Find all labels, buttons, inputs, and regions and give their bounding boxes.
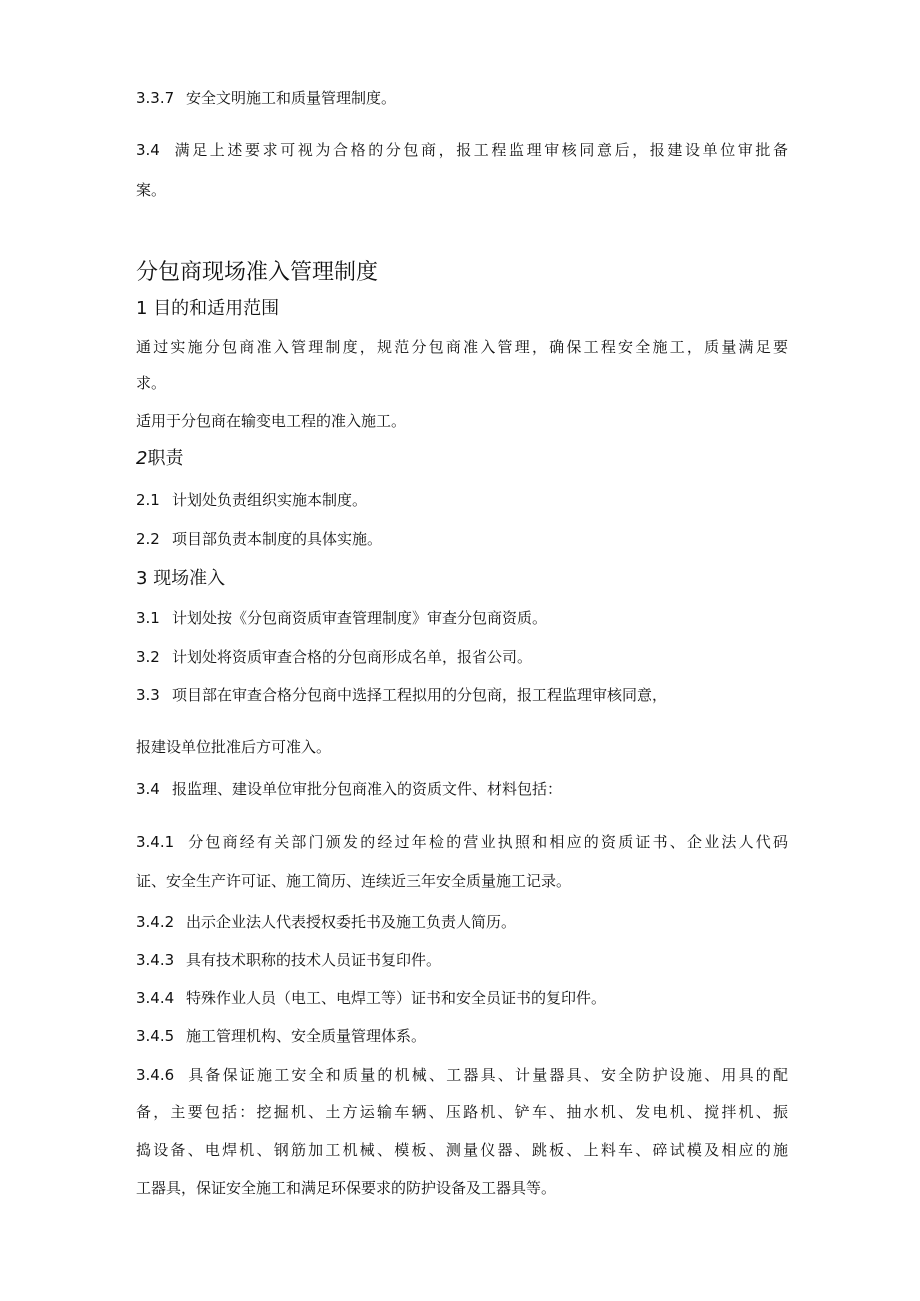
- clause-number: 3.4.4: [136, 989, 175, 1007]
- clause-text: 项目部在审查合格分包商中选择工程拟用的分包商，报工程监理审核同意，: [172, 686, 668, 704]
- clause-3-4-1-cont: 证、安全生产许可证、施工简历、连续近三年安全质量施工记录。: [136, 872, 572, 890]
- clause-text: 计划处按《分包商资质审查管理制度》审查分包商资质。: [172, 609, 548, 627]
- clause-3-4-6-cont-3: 工器具，保证安全施工和满足环保要求的防护设备及工器具等。: [136, 1179, 557, 1197]
- section-title: 分包商现场准入管理制度: [136, 260, 379, 285]
- clause-text: 出示企业法人代表授权委托书及施工负责人简历。: [186, 913, 517, 931]
- clause-3-2: [136, 647, 788, 667]
- clause-number: 3.3: [136, 686, 160, 704]
- heading-1: [136, 297, 279, 321]
- clause-3-1: [136, 608, 788, 628]
- paragraph-purpose-cont: 求。: [136, 374, 167, 392]
- clause-number: 3.1: [136, 609, 160, 627]
- clause-number: 2.2: [136, 530, 160, 548]
- clause-3-4-4: [136, 988, 788, 1008]
- clause-text: 安全文明施工和质量管理制度。: [186, 89, 397, 107]
- heading-number: 2: [136, 448, 148, 469]
- clause-3-3-7: [136, 88, 788, 108]
- clause-number: 3.4.5: [136, 1027, 175, 1045]
- clause-3-4-3: [136, 950, 788, 970]
- clause-number: 3.4: [136, 780, 160, 798]
- clause-text: 项目部负责本制度的具体实施。: [172, 530, 383, 548]
- clause-3-3: [136, 685, 788, 705]
- clause-3-4-6: [136, 1065, 788, 1085]
- clause-3-4-6-cont-1: 备，主要包括：挖掘机、土方运输车辆、压路机、铲车、抽水机、发电机、搅拌机、振: [136, 1103, 788, 1121]
- clause-3-4-1: [136, 832, 788, 852]
- clause-text: 计划处负责组织实施本制度。: [172, 491, 368, 509]
- heading-3: [136, 567, 225, 591]
- clause-3-3-cont: 报建设单位批准后方可准入。: [136, 738, 332, 756]
- clause-text: 计划处将资质审查合格的分包商形成名单，报省公司。: [172, 648, 533, 666]
- clause-number: 3.3.7: [136, 89, 175, 107]
- clause-3-4-5: [136, 1026, 788, 1046]
- clause-text: 具有技术职称的技术人员证书复印件。: [186, 951, 442, 969]
- clause-3-4-upper-cont: [136, 180, 788, 200]
- clause-text: 分包商经有关部门颁发的经过年检的营业执照和相应的资质证书、企业法人代码: [186, 833, 788, 851]
- clause-text: 特殊作业人员（电工、电焊工等）证书和安全员证书的复印件。: [186, 989, 607, 1007]
- clause-number: 3.4: [136, 141, 160, 159]
- heading-number: 1: [136, 298, 148, 319]
- clause-number: 3.4.6: [136, 1066, 175, 1084]
- clause-2-1: [136, 490, 788, 510]
- heading-text: 目的和适用范围: [153, 298, 280, 319]
- paragraph-purpose: 通过实施分包商准入管理制度，规范分包商准入管理，确保工程安全施工，质量满足要: [136, 338, 788, 356]
- clause-text: 具备保证施工安全和质量的机械、工器具、计量器具、安全防护设施、用具的配: [186, 1066, 788, 1084]
- clause-number: 3.2: [136, 648, 160, 666]
- paragraph-scope: 适用于分包商在输变电工程的准入施工。: [136, 412, 407, 430]
- clause-number: 3.4.1: [136, 833, 175, 851]
- heading-2: [136, 447, 183, 471]
- clause-number: 2.1: [136, 491, 160, 509]
- clause-3-4-2: [136, 912, 788, 932]
- clause-number: 3.4.2: [136, 913, 175, 931]
- heading-text: 现场准入: [153, 568, 226, 589]
- clause-3-4: [136, 779, 788, 799]
- clause-3-4-upper: [136, 140, 788, 160]
- heading-text: 职责: [147, 448, 184, 469]
- clause-text: 报监理、建设单位审批分包商准入的资质文件、材料包括：: [172, 780, 563, 798]
- clause-text: 满足上述要求可视为合格的分包商，报工程监理审核同意后，报建设单位审批备: [172, 141, 788, 159]
- clause-text: 案。: [136, 181, 167, 199]
- clause-3-4-6-cont-2: 捣设备、电焊机、钢筋加工机械、模板、测量仪器、跳板、上料车、碎试模及相应的施: [136, 1141, 788, 1159]
- heading-number: 3: [136, 568, 148, 589]
- clause-text: 施工管理机构、安全质量管理体系。: [186, 1027, 427, 1045]
- clause-number: 3.4.3: [136, 951, 175, 969]
- clause-2-2: [136, 529, 788, 549]
